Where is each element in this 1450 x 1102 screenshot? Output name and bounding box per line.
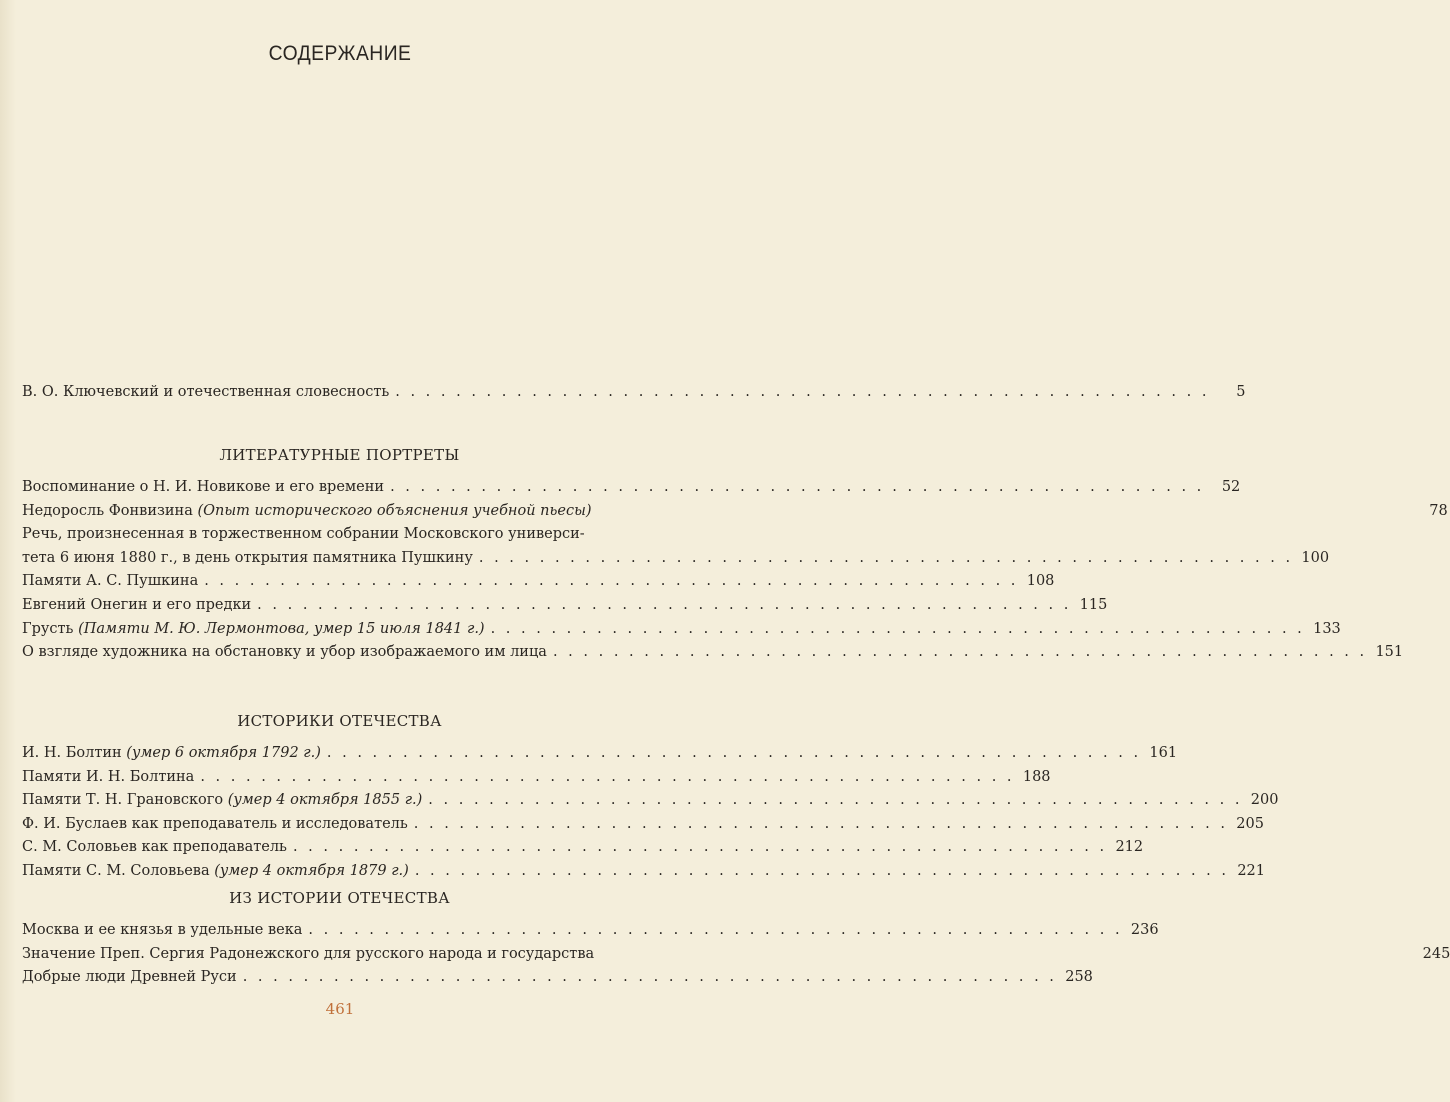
entry-text: Добрые люди Древней Руси <box>22 969 237 986</box>
dot-leader <box>408 813 1234 837</box>
entry-title <box>22 618 485 642</box>
entry-title <box>22 570 198 594</box>
entry-note: (умер 6 октября 1792 г.) <box>126 745 321 761</box>
entry-text: Речь, произнесенная в торжественном собрании Московского универси- <box>22 526 585 543</box>
entry-text: Ф. И. Буслаев как преподаватель и исследователь <box>22 815 408 832</box>
section-literary-portraits <box>22 446 1448 665</box>
entry-text: Евгений Онегин и его предки <box>22 596 252 613</box>
toc-entry <box>22 836 1144 860</box>
toc-entry <box>22 766 1051 790</box>
toc-entry <box>22 641 1404 665</box>
section-history <box>22 889 1450 990</box>
entry-page-number: 151 <box>1375 644 1404 661</box>
toc-entry <box>22 523 657 547</box>
entry-title <box>22 381 389 405</box>
section-historians <box>22 712 1279 884</box>
entry-page-number: 5 <box>1236 384 1246 400</box>
dot-leader <box>485 618 1311 642</box>
dot-leader <box>389 381 1215 405</box>
dot-leader <box>409 860 1235 884</box>
toc-entry <box>22 570 1055 594</box>
entry-title <box>22 476 384 500</box>
toc-entry <box>22 919 1159 943</box>
entry-note: (умер 4 октября 1879 г.) <box>214 862 409 879</box>
entry-title <box>22 966 237 990</box>
entry-page-number: 245 <box>1422 945 1450 962</box>
dot-leader <box>302 919 1128 943</box>
toc-entry <box>22 547 1330 571</box>
entry-text: Значение Преп. Сергия Радонежского для русского народа и государства <box>22 945 595 962</box>
toc-entry <box>22 943 1450 967</box>
entry-page-number: 52 <box>1221 479 1241 495</box>
toc-entry <box>22 500 1448 524</box>
dot-leader <box>251 594 1077 618</box>
entry-page-number: 221 <box>1237 862 1265 879</box>
entry-title <box>22 919 302 943</box>
entry-title <box>22 860 409 884</box>
page-title: СОДЕРЖАНИЕ <box>268 42 412 65</box>
entry-text: Памяти Т. Н. Грановского <box>22 792 228 809</box>
entry-page-number: 115 <box>1079 596 1108 613</box>
dot-leader <box>237 966 1063 990</box>
entry-title <box>22 766 194 790</box>
toc-entry <box>22 381 1246 405</box>
dot-leader <box>321 742 1147 766</box>
entry-text: тета 6 июня 1880 г., в день открытия памятника Пушкину <box>22 549 473 566</box>
entry-text: С. М. Соловьев как преподаватель <box>22 839 287 856</box>
entry-title <box>22 523 585 547</box>
dot-leader <box>473 547 1299 571</box>
entry-text: Москва и ее князья в удельные века <box>22 922 303 938</box>
entry-text: И. Н. Болтин <box>22 745 127 761</box>
section-heading: ЛИТЕРАТУРНЫЕ ПОРТРЕТЫ <box>219 446 460 464</box>
entry-page-number: 161 <box>1149 745 1178 761</box>
entry-title <box>22 594 251 618</box>
entry-page-number: 100 <box>1301 549 1330 566</box>
entry-page-number: 258 <box>1065 969 1093 986</box>
entry-page-number: 188 <box>1022 768 1051 785</box>
section-heading: ИЗ ИСТОРИИ ОТЕЧЕСТВА <box>229 889 450 907</box>
entry-page-number: 212 <box>1115 839 1144 856</box>
toc-entry <box>22 618 1341 642</box>
toc-entry <box>22 789 1279 813</box>
entry-text: Недоросль Фонвизина <box>22 502 198 519</box>
entry-page-number: 108 <box>1026 573 1055 590</box>
dot-leader <box>198 570 1024 594</box>
entry-text: Воспоминание о Н. И. Новикове и его времени <box>22 479 385 495</box>
dot-leader <box>287 836 1113 860</box>
entry-text: Грусть <box>22 620 79 637</box>
entry-text: В. О. Ключевский и отечественная словесность <box>22 384 390 400</box>
entry-title <box>22 943 594 967</box>
entry-text: О взгляде художника на обстановку и убор изображаемого им лица <box>22 644 547 661</box>
page-number: 461 <box>325 1000 355 1018</box>
entry-text: Памяти А. С. Пушкина <box>22 573 199 590</box>
entry-title <box>22 547 473 571</box>
entry-page-number: 78 <box>1429 502 1448 519</box>
entry-title <box>22 500 592 524</box>
dot-leader <box>547 641 1373 665</box>
entry-page-number: 133 <box>1313 620 1341 637</box>
entry-title <box>22 641 547 665</box>
toc-entry <box>22 860 1265 884</box>
entry-title <box>22 789 422 813</box>
dot-leader <box>194 766 1020 790</box>
entry-note: (Памяти М. Ю. Лермонтова, умер 15 июля 1841 г.) <box>78 620 485 637</box>
toc-entry <box>22 594 1108 618</box>
dot-leader <box>422 789 1248 813</box>
toc-entry <box>22 813 1264 837</box>
toc-entry <box>22 476 1241 500</box>
toc-entry <box>22 742 1178 766</box>
entry-title <box>22 836 287 860</box>
entry-page-number: 236 <box>1130 922 1159 938</box>
entry-page-number: 205 <box>1236 815 1264 832</box>
page-edge-shadow <box>0 0 16 1102</box>
entry-title <box>22 813 408 837</box>
entry-text: Памяти И. Н. Болтина <box>22 768 195 785</box>
entry-page-number: 200 <box>1250 792 1279 809</box>
section-heading: ИСТОРИКИ ОТЕЧЕСТВА <box>237 712 442 730</box>
entry-note: (умер 4 октября 1855 г.) <box>227 792 423 809</box>
intro-block <box>22 381 1246 405</box>
toc-entry <box>22 966 1093 990</box>
entry-title <box>22 742 321 766</box>
dot-leader <box>384 476 1210 500</box>
entry-note: (Опыт исторического объяснения учебной пьесы) <box>197 502 592 519</box>
entry-text: Памяти С. М. Соловьева <box>22 862 215 879</box>
